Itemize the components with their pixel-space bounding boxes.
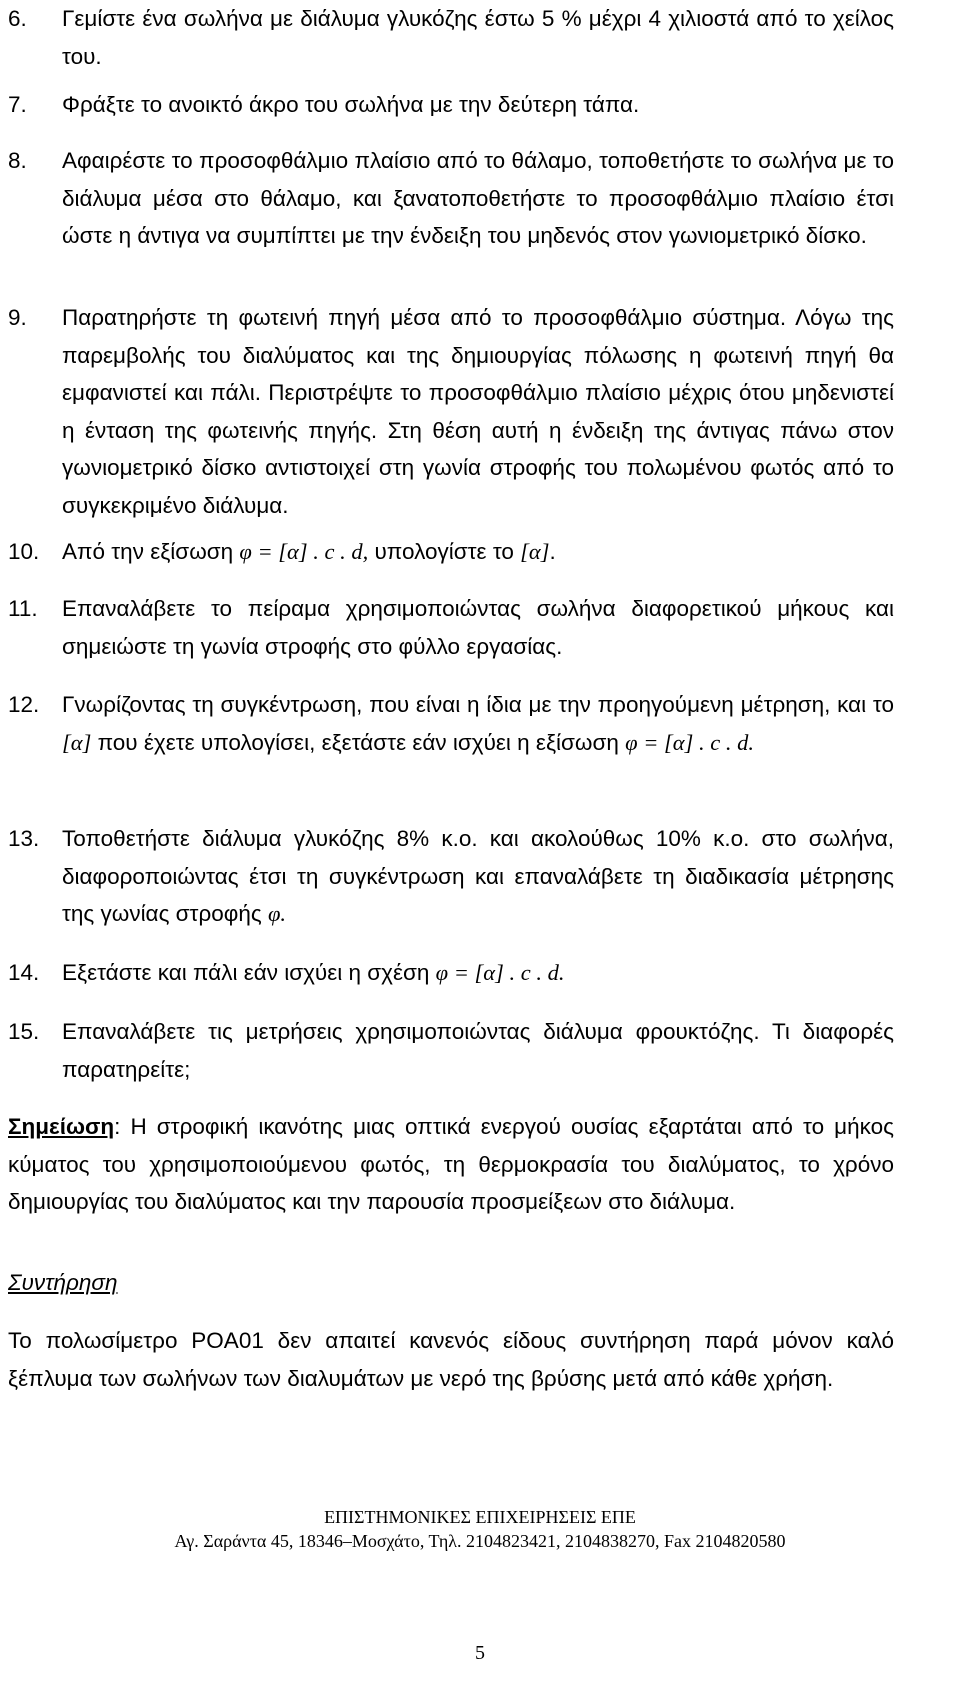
footer-address: Αγ. Σαράντα 45, 18346–Μοσχάτο, Τηλ. 2104823421, 2104838270, Fax 2104820580 <box>174 1531 786 1551</box>
step-text: Γεμίστε ένα σωλήνα με διάλυμα γλυκόζης έστω 5 % μέχρι 4 χιλιοστά από το χείλος του. <box>62 6 894 69</box>
footer-company: ΕΠΙΣΤΗΜΟΝΙΚΕΣ ΕΠΙΧΕΙΡΗΣΕΙΣ ΕΠΕ <box>324 1507 636 1527</box>
equation: φ = [α] . c . d. <box>625 729 754 755</box>
step-text-part: υπολογίστε το <box>368 539 521 564</box>
step-text-part: που έχετε υπολογίσει, εξετάστε εάν ισχύει η εξίσωση <box>91 729 626 755</box>
step-text <box>62 820 894 933</box>
step-9 <box>8 299 894 524</box>
step-8 <box>8 142 894 255</box>
step-7 <box>8 86 894 124</box>
step-11 <box>8 590 894 665</box>
step-number: 11. <box>8 596 38 621</box>
step-text <box>62 533 894 571</box>
specific-rotation-symbol: [α] <box>520 539 550 564</box>
step-text: Φράξτε το ανοικτό άκρο του σωλήνα με την δεύτερη τάπα. <box>62 92 640 117</box>
note-label: Σημείωση <box>8 1114 115 1139</box>
maintenance-text: Το πολωσίμετρο POA01 δεν απαιτεί κανενός είδους συντήρηση παρά μόνον καλό ξέπλυμα των σωλήνων των διαλυμάτων με νερό της βρύσης μετά από κάθε χρήση. <box>8 1328 894 1391</box>
step-text-part: Από την εξίσωση <box>62 539 240 564</box>
step-15 <box>8 1013 894 1088</box>
step-number: 7. <box>8 92 27 117</box>
rotation-angle-symbol: φ. <box>267 901 287 926</box>
step-text: Παρατηρήστε τη φωτεινή πηγή μέσα από το προσοφθάλμιο σύστημα. Λόγω της παρεμβολής του διαλύματος και της δημιουργίας πόλωσης η φωτεινή πηγή θα εμφανιστεί και πάλι. Περιστρέψτε το προσοφθάλμιο πλαίσιο μέχρις ότου μηδενιστεί η ένταση της φωτεινής πηγής. Στη θέση αυτή η ένδειξη της άντιγας πάνω στον γωνιομετρικό δίσκο αντιστοιχεί στη γωνία στροφής του πολωμένου φωτός από το συγκεκριμένο διάλυμα. <box>62 305 894 518</box>
note-paragraph <box>8 1108 894 1221</box>
step-text: Επαναλάβετε το πείραμα χρησιμοποιώντας σωλήνα διαφορετικού μήκους και σημειώστε τη γωνία στροφής στο φύλλο εργασίας. <box>62 596 894 659</box>
step-text-part: Τοποθετήστε διάλυμα γλυκόζης 8% κ.ο. και ακολούθως 10% κ.ο. στο σωλήνα, διαφοροποιώντας έτσι τη συγκέντρωση και επαναλάβετε τη διαδικασία μέτρησης της γωνίας στροφής <box>62 826 894 926</box>
step-number: 6. <box>8 6 27 31</box>
page-number: 5 <box>475 1642 485 1664</box>
maintenance-heading: Συντήρηση <box>8 1270 118 1295</box>
step-number: 14. <box>8 960 40 985</box>
step-text: Αφαιρέστε το προσοφθάλμιο πλαίσιο από το θάλαμο, τοποθετήστε το σωλήνα με το διάλυμα μέσα στο θάλαμο, και ξανατοποθετήστε το προσοφθάλμιο πλαίσιο έτσι ώστε η άντιγα να συμπίπτει με την ένδειξη του μηδενός στον γωνιομετρικό δίσκο. <box>62 148 894 248</box>
step-number: 8. <box>8 148 27 173</box>
step-10 <box>8 533 894 571</box>
step-text <box>62 686 894 761</box>
step-number: 13. <box>8 826 40 851</box>
step-number: 12. <box>8 692 40 717</box>
equation: φ = [α] . c . d. <box>435 960 565 985</box>
step-number: 15. <box>8 1019 40 1044</box>
step-text-part: . <box>549 539 556 564</box>
specific-rotation-symbol: [α] <box>62 729 92 755</box>
note-text: : Η στροφική ικανότης μιας οπτικά ενεργού ουσίας εξαρτάται από το μήκος κύματος του χρησιμοποιούμενου φωτός, τη θερμοκρασία του διαλύματος, το χρόνο δημιουργίας του διαλύματος και την παρουσία προσμείξεων στο διάλυμα. <box>8 1114 894 1214</box>
step-text-part: Γνωρίζοντας τη συγκέντρωση, που είναι η ίδια με την προηγούμενη μέτρηση, και το <box>62 692 894 717</box>
step-13 <box>8 820 894 933</box>
step-14 <box>8 954 894 992</box>
equation: φ = [α] . c . d, <box>239 539 369 564</box>
step-6 <box>8 0 894 75</box>
step-number: 9. <box>8 305 27 330</box>
step-12 <box>8 686 894 761</box>
footer <box>0 1505 960 1553</box>
step-text-part: Εξετάστε και πάλι εάν ισχύει η σχέση <box>62 960 436 985</box>
step-text <box>62 954 894 992</box>
step-text: Επαναλάβετε τις μετρήσεις χρησιμοποιώντας διάλυμα φρουκτόζης. Τι διαφορές παρατηρείτε; <box>62 1019 894 1082</box>
step-number: 10. <box>8 539 40 564</box>
